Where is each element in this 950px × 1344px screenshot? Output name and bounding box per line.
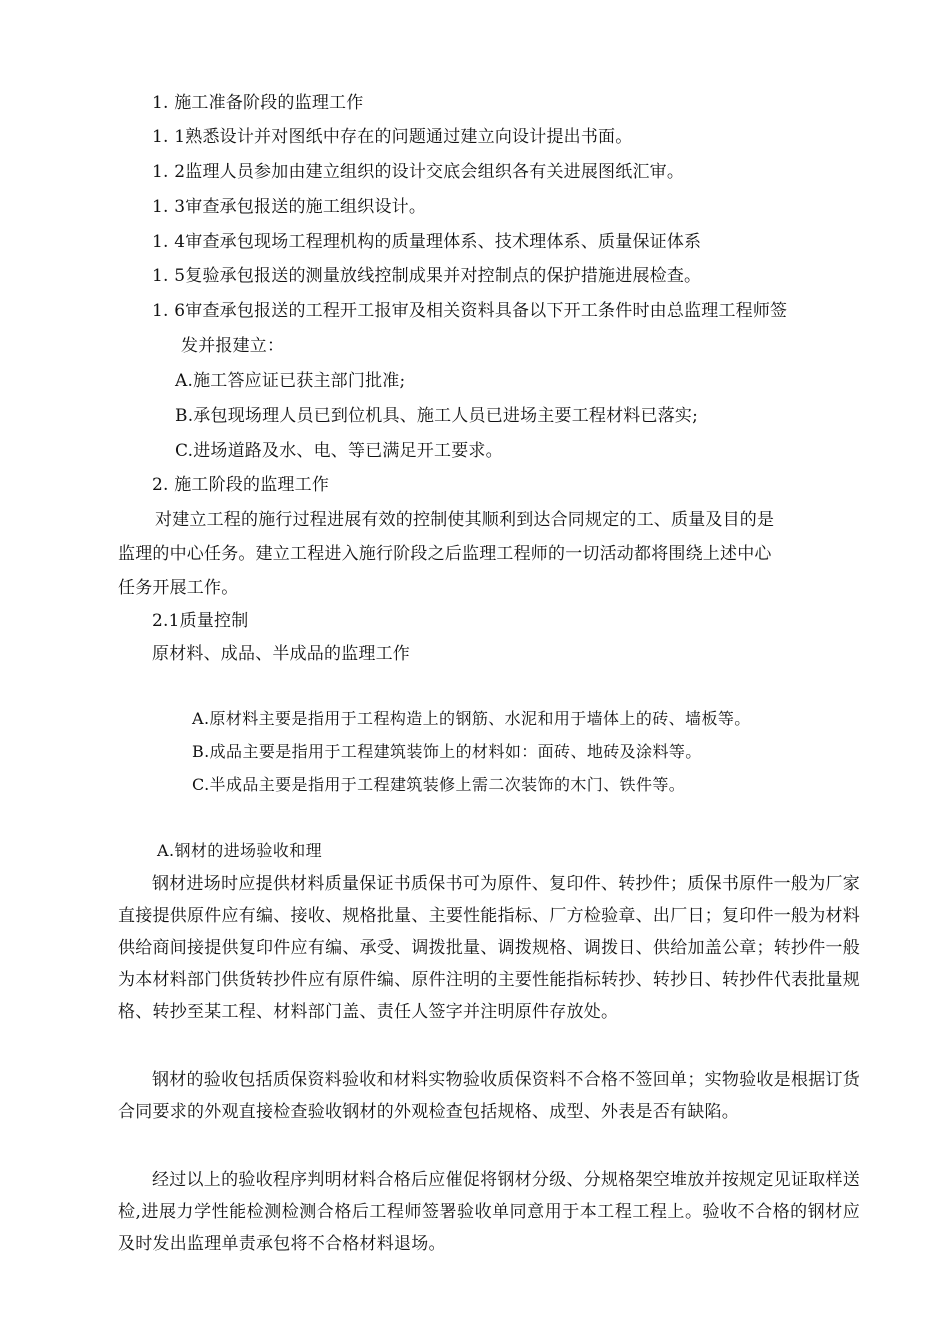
section-1-item: 1. 6审查承包报送的工程开工报审及相关资料具备以下开工条件时由总监理工程师签 [152, 301, 788, 321]
material-type: C.半成品主要是指用于工程建筑装修上需二次装饰的木门、铁件等。 [192, 775, 686, 794]
section-1-item: 1. 2监理人员参加由建立组织的设计交底会组织各有关进展图纸汇审。 [152, 162, 685, 182]
section-2-paragraph-line: 对建立工程的施行过程进展有效的控制使其顺利到达合同规定的工、质量及目的是 [155, 510, 775, 530]
start-condition: C.进场道路及水、电、等已满足开工要求。 [175, 441, 503, 461]
start-condition: A.施工答应证已获主部门批准; [175, 371, 406, 391]
section-2-title: 2. 施工阶段的监理工作 [152, 475, 330, 495]
steel-heading: A.钢材的进场验收和理 [157, 841, 323, 860]
section-1-item: 1. 1熟悉设计并对图纸中存在的问题通过建立向设计提出书面。 [152, 127, 633, 147]
section-2-paragraph-line: 任务开展工作。 [118, 578, 239, 598]
material-type: B.成品主要是指用于工程建筑装饰上的材料如：面砖、地砖及涂料等。 [192, 742, 702, 761]
section-1-item-continuation: 发并报建立： [181, 336, 285, 356]
steel-paragraph: 钢材的验收包括质保资料验收和材料实物验收质保资料不合格不签回单；实物验收是根据订货合同要求的外观直接检查验收钢材的外观检查包括规格、成型、外表是否有缺陷。 [118, 1070, 860, 1122]
subsection-title: 2.1质量控制 [152, 611, 249, 631]
steel-paragraph: 经过以上的验收程序判明材料合格后应催促将钢材分级、分规格架空堆放并按规定见证取样送检,进展力学性能检测检测合格后工程师签署验收单同意用于本工程工程上。验收不合格的钢材应及时发出监理单责承包将不合格材料退场。 [118, 1170, 860, 1254]
materials-heading: 原材料、成品、半成品的监理工作 [152, 644, 410, 664]
section-1-title: 1. 施工准备阶段的监理工作 [152, 93, 364, 113]
material-type: A.原材料主要是指用于工程构造上的钢筋、水泥和用于墙体上的砖、墙板等。 [192, 709, 751, 728]
steel-paragraph: 钢材进场时应提供材料质量保证书质保书可为原件、复印件、转抄件；质保书原件一般为厂家直接提供原件应有编、接收、规格批量、主要性能指标、厂方检验章、出厂日；复印件一般为材料供给商间接提供复印件应有编、承受、调拨批量、调拨规格、调拨日、供给加盖公章；转抄件一般为本材料部门供货转抄件应有原件编、原件注明的主要性能指标转抄、转抄日、转抄件代表批量规格、转抄至某工程、材料部门盖、责任人签字并注明原件存放处。 [118, 874, 860, 1022]
section-1-item: 1. 5复验承包报送的测量放线控制成果并对控制点的保护措施进展检查。 [152, 266, 702, 286]
section-2-paragraph-line: 监理的中心任务。建立工程进入施行阶段之后监理工程师的一切活动都将围绕上述中心 [118, 544, 772, 564]
section-1-item: 1. 4审查承包现场工程理机构的质量理体系、技术理体系、质量保证体系 [152, 232, 702, 252]
start-condition: B.承包现场理人员已到位机具、施工人员已进场主要工程材料已落实; [175, 406, 699, 426]
section-1-item: 1. 3审查承包报送的施工组织设计。 [152, 197, 427, 217]
